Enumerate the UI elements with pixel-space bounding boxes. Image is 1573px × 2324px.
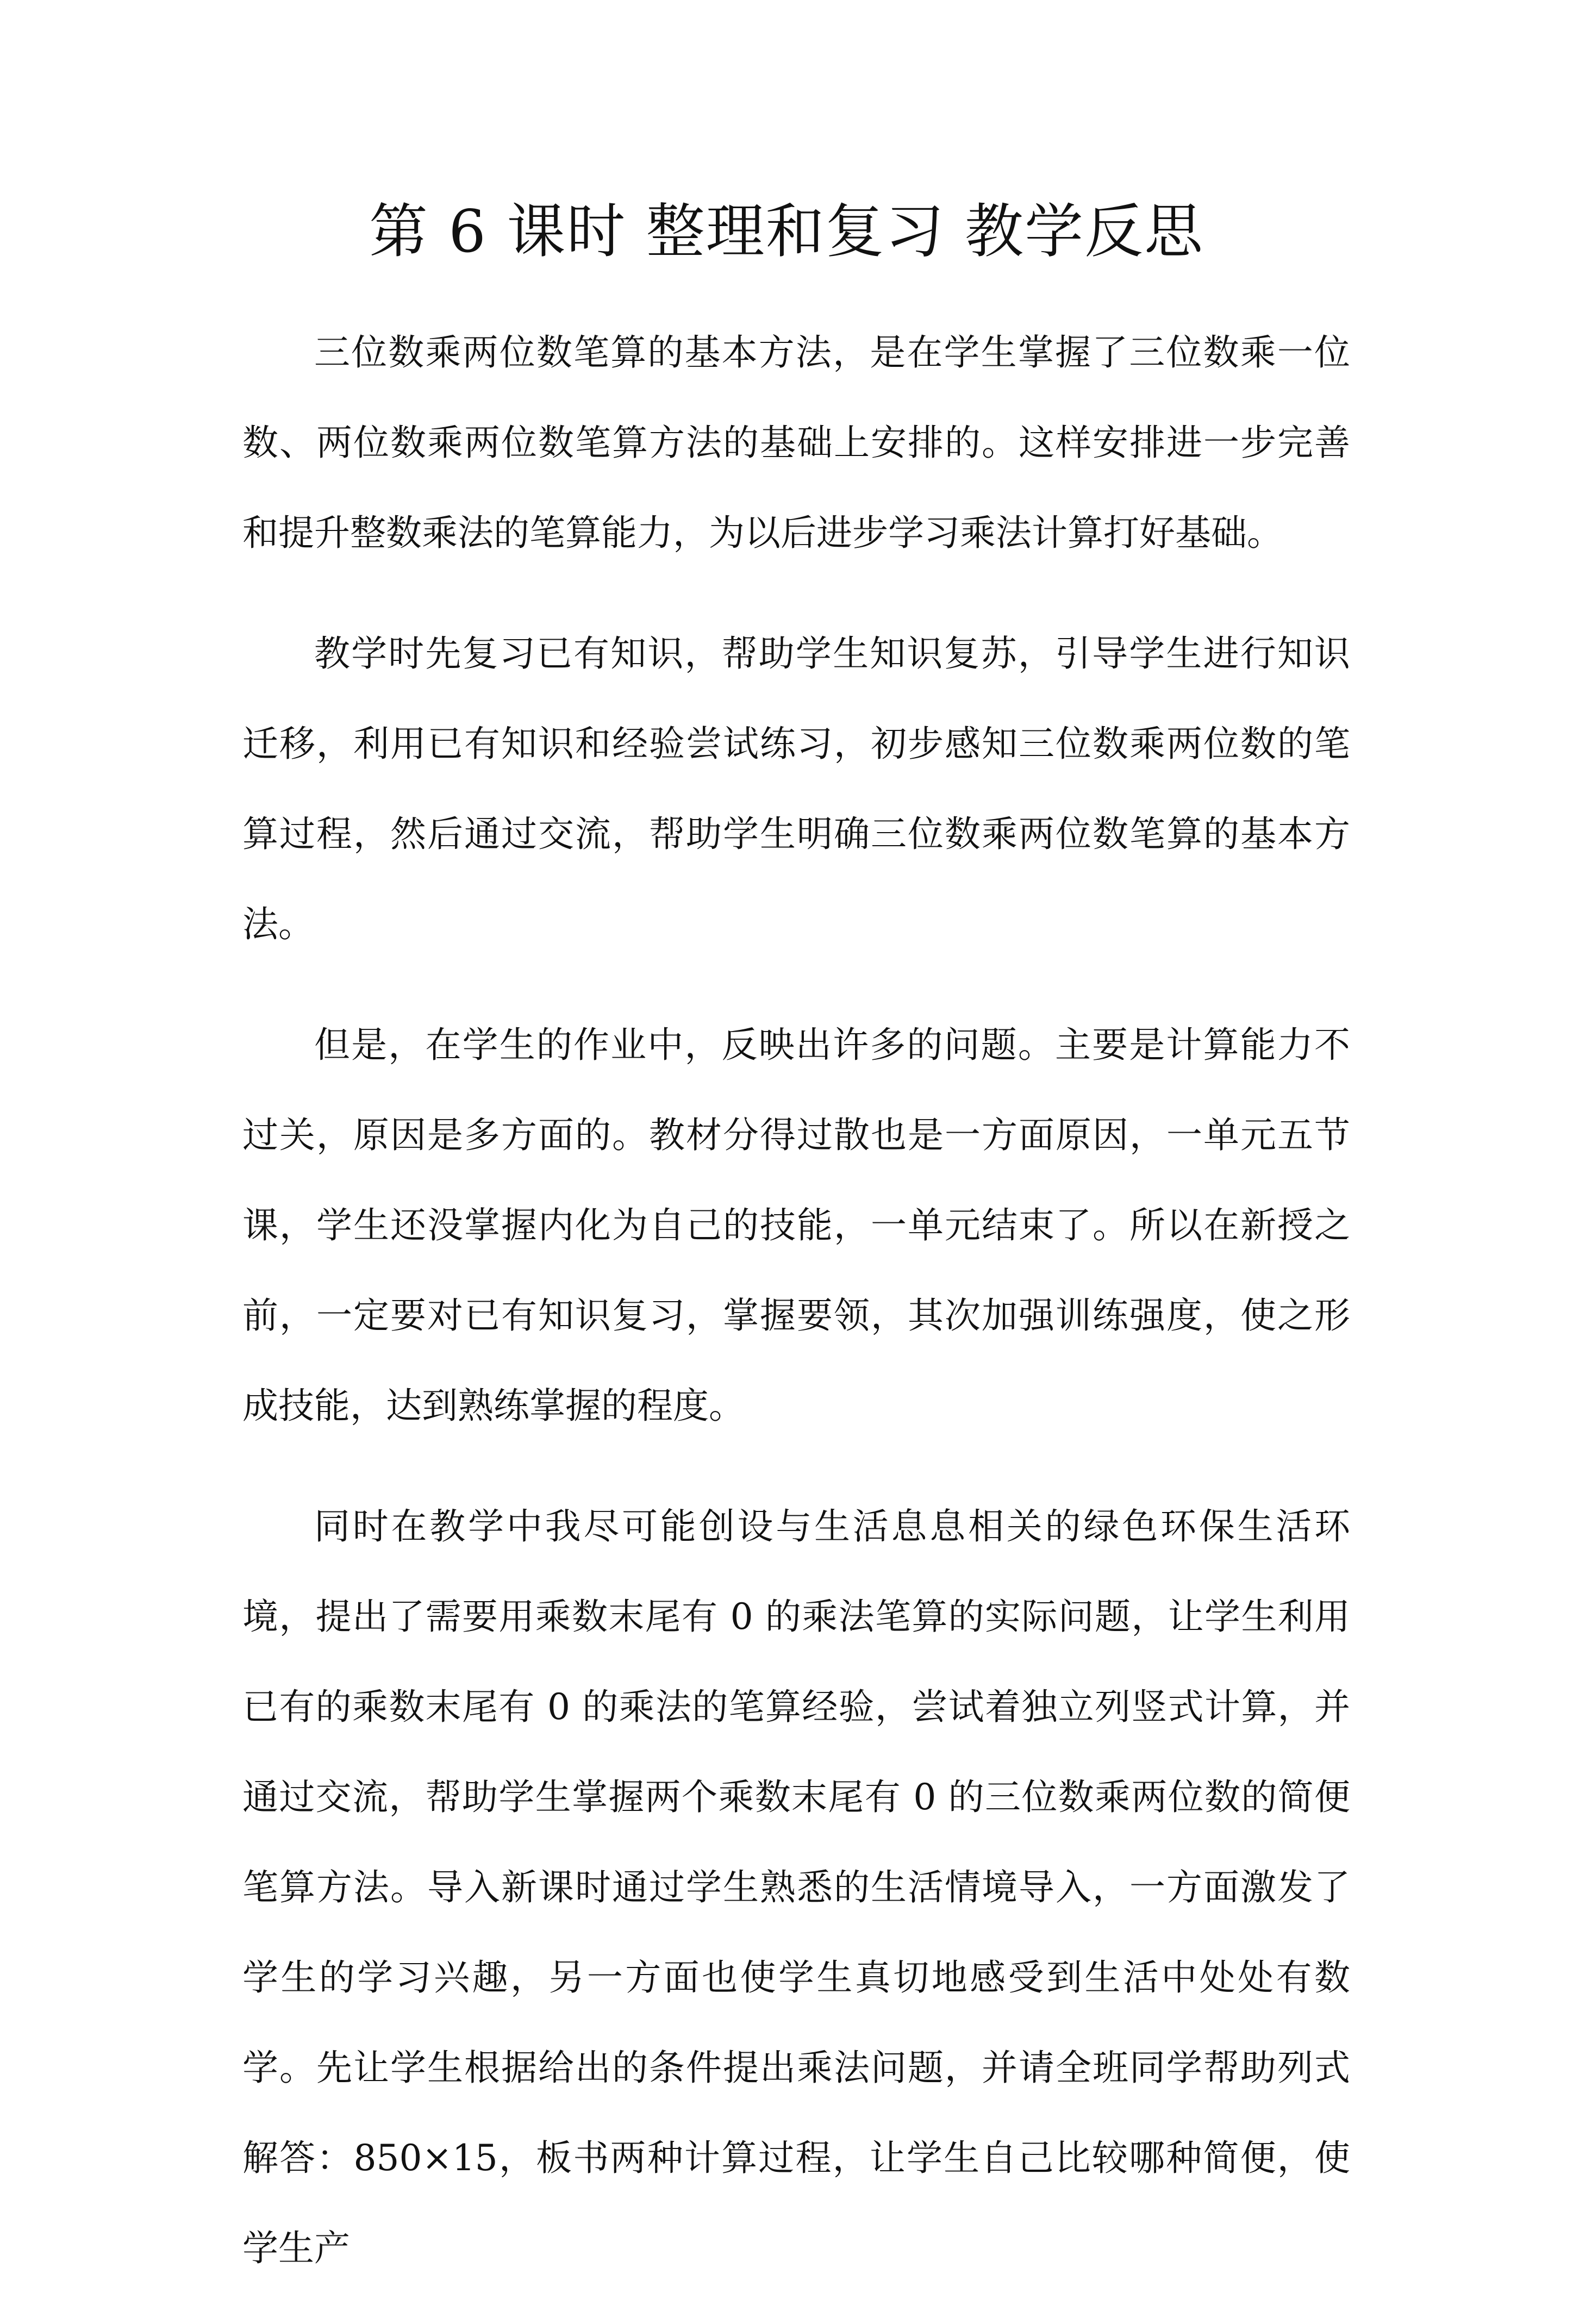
document-body (242, 308, 1350, 2324)
document-title: 第 6 课时 整理和复习 教学反思 (369, 198, 1204, 266)
paragraph-3: 但是，在学生的作业中，反映出许多的问题。主要是计算能力不过关，原因是多方面的。教材分得过散也是一方面原因，一单元五节课，学生还没掌握内化为自己的技能，一单元结束了。所以在新授之前，一定要对已有知识复习，掌握要领，其次加强训练强度，使之形成技能，达到熟练掌握的程度。 (242, 1024, 1350, 1427)
paragraph-4: 同时在教学中我尽可能创设与生活息息相关的绿色环保生活环境，提出了需要用乘数末尾有 0 的乘法笔算的实际问题，让学生利用已有的乘数末尾有 0 的乘法的笔算经验，尝试着独立列竖式计算，并通过交流，帮助学生掌握两个乘数末尾有 0 的三位数乘两位数的简便笔算方法。导入新课时通过学生熟悉的生活情境导入，一方面激发了学生的学习兴趣，另一方面也使学生真切地感受到生活中处处有数学。先让学生根据给出的条件提出乘法问题，并请全班同学帮助列式解答：850×15，板书两种计算过程，让学生自己比较哪种简便，使学生产 (242, 1505, 1350, 2269)
paragraph-2: 教学时先复习已有知识，帮助学生知识复苏，引导学生进行知识迁移，利用已有知识和经验尝试练习，初步感知三位数乘两位数的笔算过程，然后通过交流，帮助学生明确三位数乘两位数笔算的基本方法。 (242, 633, 1350, 945)
paragraph-1: 三位数乘两位数笔算的基本方法，是在学生掌握了三位数乘一位数、两位数乘两位数笔算方法的基础上安排的。这样安排进一步完善和提升整数乘法的笔算能力，为以后进步学习乘法计算打好基础。 (242, 332, 1350, 554)
